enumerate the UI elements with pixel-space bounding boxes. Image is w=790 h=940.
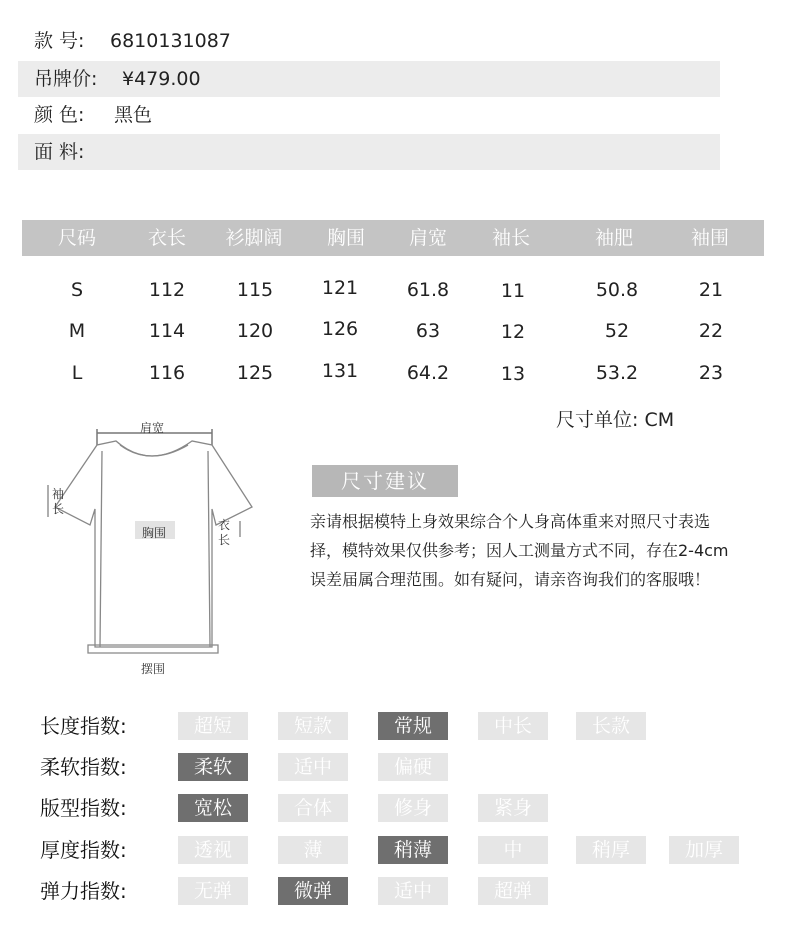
table-cell: 64.2: [406, 362, 450, 384]
index-option: 紧身: [478, 794, 548, 822]
tag-price-row: [18, 61, 720, 97]
header-shoulder: 肩宽: [408, 227, 447, 249]
index-option: 中: [478, 836, 548, 864]
table-cell: 116: [148, 362, 186, 384]
table-cell: 21: [698, 279, 724, 301]
index-option: 加厚: [669, 836, 739, 864]
index-option: 超弹: [478, 877, 548, 905]
size-unit-note: 尺寸单位: CM: [556, 409, 675, 431]
style-no-value: 6810131087: [110, 30, 231, 52]
index-label: 弹力指数:: [40, 879, 127, 903]
table-cell: S: [70, 279, 84, 301]
index-label: 版型指数:: [40, 796, 127, 820]
table-cell: 112: [148, 279, 186, 301]
table-cell: 50.8: [595, 279, 639, 301]
tag-price-label: 吊牌价:: [34, 68, 98, 90]
header-sleeve-width: 袖肥: [594, 227, 633, 249]
header-chest: 胸围: [326, 227, 365, 249]
table-cell: 53.2: [595, 362, 639, 384]
header-size: 尺码: [57, 227, 96, 249]
index-option: 适中: [278, 753, 348, 781]
table-cell: 115: [236, 279, 274, 301]
size-advice-text: 亲请根据模特上身效果综合个人身高体重来对照尺寸表选择，模特效果仅供参考；因人工测量方式不同，存在2-4cm误差届属合理范围。如有疑问，请亲咨询我们的客服哦！: [310, 512, 729, 589]
diagram-length-label-2: 长: [218, 533, 231, 547]
table-cell: 61.8: [406, 279, 450, 301]
index-label: 长度指数:: [40, 714, 127, 738]
header-hem-width: 衫脚阔: [225, 227, 283, 249]
table-cell: 126: [321, 318, 359, 340]
index-option: 微弹: [278, 877, 348, 905]
header-sleeve-length: 袖长: [491, 227, 530, 249]
size-advice-title: 尺寸建议: [312, 465, 458, 497]
table-cell: 63: [415, 320, 441, 342]
table-cell: 11: [500, 280, 526, 302]
table-cell: 52: [604, 320, 630, 342]
index-option: 修身: [378, 794, 448, 822]
color-label: 颜 色:: [34, 104, 85, 126]
diagram-hem-label: 摆围: [141, 662, 166, 676]
table-cell: 23: [698, 362, 724, 384]
index-option: 长款: [576, 712, 646, 740]
index-option: 柔软: [178, 753, 248, 781]
index-option: 无弹: [178, 877, 248, 905]
tag-price-value: ¥479.00: [122, 68, 201, 90]
color-value: 黑色: [114, 104, 153, 126]
size-table-header: [22, 220, 764, 256]
header-length: 衣长: [147, 227, 186, 249]
diagram-chest-label: 胸围: [142, 526, 167, 540]
diagram-sleeve-label-2: 长: [52, 502, 65, 516]
index-option: 中长: [478, 712, 548, 740]
fabric-label: 面 料:: [34, 141, 85, 163]
index-option: 稍厚: [576, 836, 646, 864]
index-option: 合体: [278, 794, 348, 822]
table-cell: L: [71, 362, 83, 384]
index-label: 厚度指数:: [40, 838, 127, 862]
table-cell: 22: [698, 320, 724, 342]
index-option: 稍薄: [378, 836, 448, 864]
index-option: 透视: [178, 836, 248, 864]
header-sleeve-circ: 袖围: [690, 227, 729, 249]
table-cell: 114: [148, 320, 186, 342]
table-cell: 13: [500, 363, 526, 385]
table-cell: 121: [321, 277, 359, 299]
index-label: 柔软指数:: [40, 755, 127, 779]
style-no-label: 款 号:: [34, 30, 85, 52]
index-option: 短款: [278, 712, 348, 740]
fabric-row: [18, 134, 720, 170]
index-option: 常规: [378, 712, 448, 740]
diagram-length-label-1: 衣: [218, 518, 231, 532]
table-cell: 120: [236, 320, 274, 342]
table-cell: 131: [321, 360, 359, 382]
table-cell: M: [68, 320, 86, 342]
style-no-row: [18, 23, 720, 59]
index-option: 薄: [278, 836, 348, 864]
diagram-shoulder-label: 肩宽: [140, 421, 165, 435]
color-row: [18, 97, 720, 133]
table-cell: 12: [500, 321, 526, 343]
diagram-sleeve-label-1: 袖: [52, 487, 65, 501]
index-option: 偏硬: [378, 753, 448, 781]
table-cell: 125: [236, 362, 274, 384]
index-option: 超短: [178, 712, 248, 740]
index-option: 宽松: [178, 794, 248, 822]
index-option: 适中: [378, 877, 448, 905]
